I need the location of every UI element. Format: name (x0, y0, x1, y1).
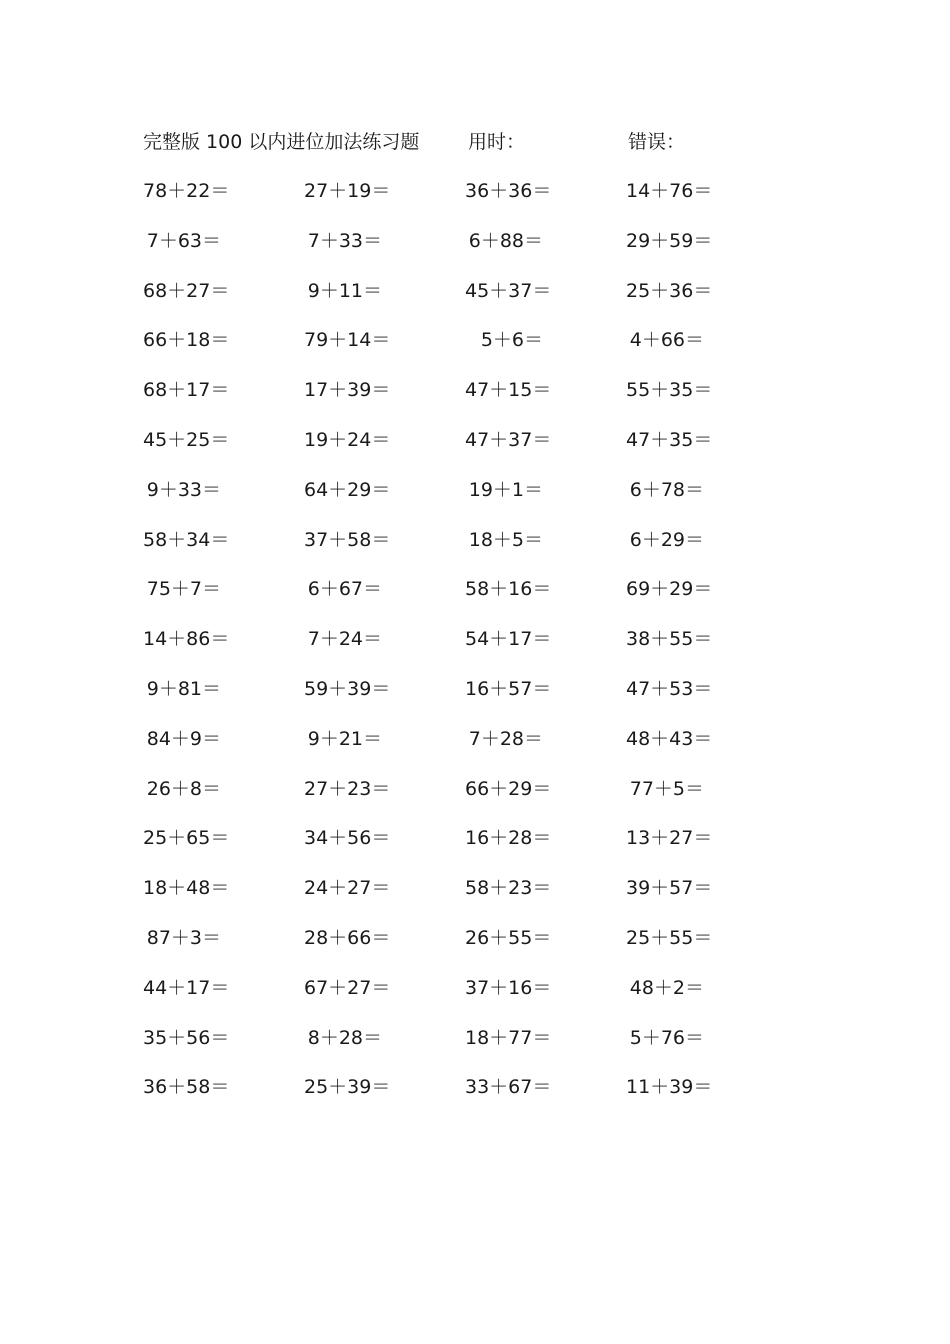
addition-problem: 39＋57＝ (626, 877, 713, 900)
addition-problem: 14＋76＝ (626, 180, 713, 202)
problem-grid (0, 176, 950, 1122)
problem-row (0, 176, 950, 226)
problem-cell (465, 1072, 585, 1102)
addition-problem: 36＋36＝ (465, 180, 552, 202)
problem-cell (626, 325, 746, 355)
problem-cell (465, 774, 585, 804)
addition-problem: 7＋24＝ (307, 628, 382, 651)
problem-row (0, 873, 950, 923)
addition-problem: 55＋35＝ (626, 379, 713, 402)
addition-problem: 19＋24＝ (304, 428, 391, 451)
problem-row (0, 973, 950, 1023)
problem-cell (304, 973, 424, 1003)
addition-problem: 7＋33＝ (307, 229, 382, 252)
problem-cell (626, 1023, 746, 1053)
problem-cell (465, 823, 585, 853)
problem-cell (143, 475, 263, 505)
problem-cell (626, 1072, 746, 1102)
addition-problem: 25＋36＝ (626, 279, 713, 302)
addition-problem: 58＋34＝ (143, 528, 230, 551)
problem-cell (143, 176, 263, 206)
problem-cell (626, 923, 746, 953)
addition-problem: 47＋53＝ (626, 677, 713, 700)
addition-problem: 16＋57＝ (465, 677, 552, 700)
addition-problem: 7＋28＝ (468, 727, 543, 750)
problem-cell (465, 325, 585, 355)
addition-problem: 45＋37＝ (465, 279, 552, 302)
problem-cell (626, 973, 746, 1003)
addition-problem: 25＋39＝ (304, 1076, 391, 1099)
addition-problem: 7＋63＝ (146, 229, 221, 252)
addition-problem: 4＋66＝ (629, 329, 704, 352)
addition-problem: 58＋23＝ (465, 877, 552, 900)
problem-cell (143, 276, 263, 306)
addition-problem: 34＋56＝ (304, 827, 391, 850)
problem-row (0, 574, 950, 624)
addition-problem: 6＋29＝ (629, 528, 704, 551)
problem-cell (143, 226, 263, 256)
addition-problem: 18＋77＝ (465, 1026, 552, 1049)
problem-cell (465, 1023, 585, 1053)
addition-problem: 6＋67＝ (307, 578, 382, 601)
addition-problem: 66＋29＝ (465, 777, 552, 800)
time-used-label: 用时： (468, 131, 526, 153)
problem-cell (304, 325, 424, 355)
problem-cell (626, 276, 746, 306)
addition-problem: 26＋55＝ (465, 926, 552, 949)
problem-cell (465, 375, 585, 405)
worksheet-header (0, 128, 950, 156)
problem-cell (143, 724, 263, 754)
problem-cell (465, 574, 585, 604)
addition-problem: 45＋25＝ (143, 428, 230, 451)
problem-row (0, 624, 950, 674)
addition-problem: 75＋7＝ (146, 578, 221, 601)
problem-row (0, 226, 950, 276)
addition-problem: 5＋6＝ (480, 329, 543, 352)
problem-cell (304, 475, 424, 505)
addition-problem: 6＋88＝ (468, 229, 543, 252)
problem-cell (626, 226, 746, 256)
addition-problem: 48＋2＝ (629, 976, 704, 999)
problem-cell (626, 674, 746, 704)
addition-problem: 54＋17＝ (465, 628, 552, 651)
problem-cell (465, 923, 585, 953)
addition-problem: 47＋35＝ (626, 428, 713, 451)
addition-problem: 29＋59＝ (626, 229, 713, 252)
problem-cell (304, 226, 424, 256)
problem-cell (626, 525, 746, 555)
addition-problem: 17＋39＝ (304, 379, 391, 402)
problem-cell (304, 823, 424, 853)
problem-cell (626, 873, 746, 903)
problem-cell (304, 525, 424, 555)
problem-cell (304, 425, 424, 455)
problem-cell (465, 525, 585, 555)
problem-cell (143, 525, 263, 555)
problem-cell (143, 774, 263, 804)
problem-row (0, 1023, 950, 1073)
problem-cell (143, 1023, 263, 1053)
addition-problem: 68＋17＝ (143, 379, 230, 402)
problem-cell (143, 823, 263, 853)
problem-row (0, 425, 950, 475)
problem-row (0, 325, 950, 375)
addition-problem: 24＋27＝ (304, 877, 391, 900)
problem-cell (304, 574, 424, 604)
addition-problem: 47＋37＝ (465, 428, 552, 451)
problem-cell (143, 425, 263, 455)
addition-problem: 9＋21＝ (307, 727, 382, 750)
addition-problem: 79＋14＝ (304, 329, 391, 352)
problem-cell (465, 475, 585, 505)
addition-problem: 9＋33＝ (146, 478, 221, 501)
problem-cell (626, 724, 746, 754)
addition-problem: 18＋48＝ (143, 877, 230, 900)
problem-cell (304, 1023, 424, 1053)
problem-row (0, 276, 950, 326)
addition-problem: 59＋39＝ (304, 677, 391, 700)
problem-row (0, 823, 950, 873)
problem-cell (304, 923, 424, 953)
addition-problem: 13＋27＝ (626, 827, 713, 850)
addition-problem: 66＋18＝ (143, 329, 230, 352)
problem-cell (465, 425, 585, 455)
problem-cell (304, 873, 424, 903)
problem-row (0, 525, 950, 575)
problem-cell (626, 475, 746, 505)
addition-problem: 14＋86＝ (143, 628, 230, 651)
problem-cell (465, 226, 585, 256)
problem-cell (465, 624, 585, 654)
addition-problem: 16＋28＝ (465, 827, 552, 850)
addition-problem: 8＋28＝ (307, 1026, 382, 1049)
addition-problem: 27＋23＝ (304, 777, 391, 800)
addition-problem: 44＋17＝ (143, 976, 230, 999)
addition-problem: 27＋19＝ (304, 180, 391, 202)
problem-cell (304, 624, 424, 654)
addition-problem: 9＋11＝ (307, 279, 382, 302)
addition-problem: 36＋58＝ (143, 1076, 230, 1099)
problem-cell (626, 375, 746, 405)
problem-cell (143, 923, 263, 953)
worksheet-title: 完整版 100 以内进位加法练习题 (143, 131, 420, 153)
problem-cell (304, 276, 424, 306)
addition-problem: 78＋22＝ (143, 180, 230, 202)
addition-problem: 69＋29＝ (626, 578, 713, 601)
addition-problem: 28＋66＝ (304, 926, 391, 949)
addition-problem: 25＋65＝ (143, 827, 230, 850)
addition-problem: 26＋8＝ (146, 777, 221, 800)
addition-problem: 19＋1＝ (468, 478, 543, 501)
addition-problem: 18＋5＝ (468, 528, 543, 551)
addition-problem: 9＋81＝ (146, 677, 221, 700)
problem-cell (626, 176, 746, 206)
addition-problem: 37＋58＝ (304, 528, 391, 551)
problem-cell (626, 574, 746, 604)
problem-cell (465, 176, 585, 206)
problem-cell (465, 276, 585, 306)
addition-problem: 87＋3＝ (146, 926, 221, 949)
addition-problem: 64＋29＝ (304, 478, 391, 501)
addition-problem: 38＋55＝ (626, 628, 713, 651)
addition-problem: 33＋67＝ (465, 1076, 552, 1099)
problem-cell (304, 724, 424, 754)
addition-problem: 37＋16＝ (465, 976, 552, 999)
problem-cell (143, 624, 263, 654)
problem-cell (143, 973, 263, 1003)
problem-row (0, 674, 950, 724)
problem-cell (304, 774, 424, 804)
problem-row (0, 923, 950, 973)
addition-problem: 25＋55＝ (626, 926, 713, 949)
addition-problem: 5＋76＝ (629, 1026, 704, 1049)
problem-cell (143, 674, 263, 704)
problem-cell (465, 724, 585, 754)
problem-cell (465, 973, 585, 1003)
addition-problem: 67＋27＝ (304, 976, 391, 999)
addition-problem: 58＋16＝ (465, 578, 552, 601)
problem-cell (626, 823, 746, 853)
problem-cell (626, 624, 746, 654)
problem-cell (626, 774, 746, 804)
problem-row (0, 1072, 950, 1122)
problem-cell (304, 674, 424, 704)
problem-cell (304, 176, 424, 206)
addition-problem: 68＋27＝ (143, 279, 230, 302)
problem-cell (304, 1072, 424, 1102)
problem-cell (626, 425, 746, 455)
addition-problem: 48＋43＝ (626, 727, 713, 750)
addition-problem: 35＋56＝ (143, 1026, 230, 1049)
addition-problem: 6＋78＝ (629, 478, 704, 501)
problem-cell (143, 325, 263, 355)
addition-problem: 84＋9＝ (146, 727, 221, 750)
problem-row (0, 475, 950, 525)
addition-problem: 47＋15＝ (465, 379, 552, 402)
problem-row (0, 724, 950, 774)
problem-cell (465, 873, 585, 903)
problem-row (0, 375, 950, 425)
problem-cell (143, 375, 263, 405)
problem-cell (465, 674, 585, 704)
problem-row (0, 774, 950, 824)
addition-problem: 11＋39＝ (626, 1076, 713, 1099)
addition-problem: 77＋5＝ (629, 777, 704, 800)
error-count-label: 错误： (628, 131, 686, 153)
problem-cell (143, 574, 263, 604)
problem-cell (143, 1072, 263, 1102)
problem-cell (304, 375, 424, 405)
problem-cell (143, 873, 263, 903)
